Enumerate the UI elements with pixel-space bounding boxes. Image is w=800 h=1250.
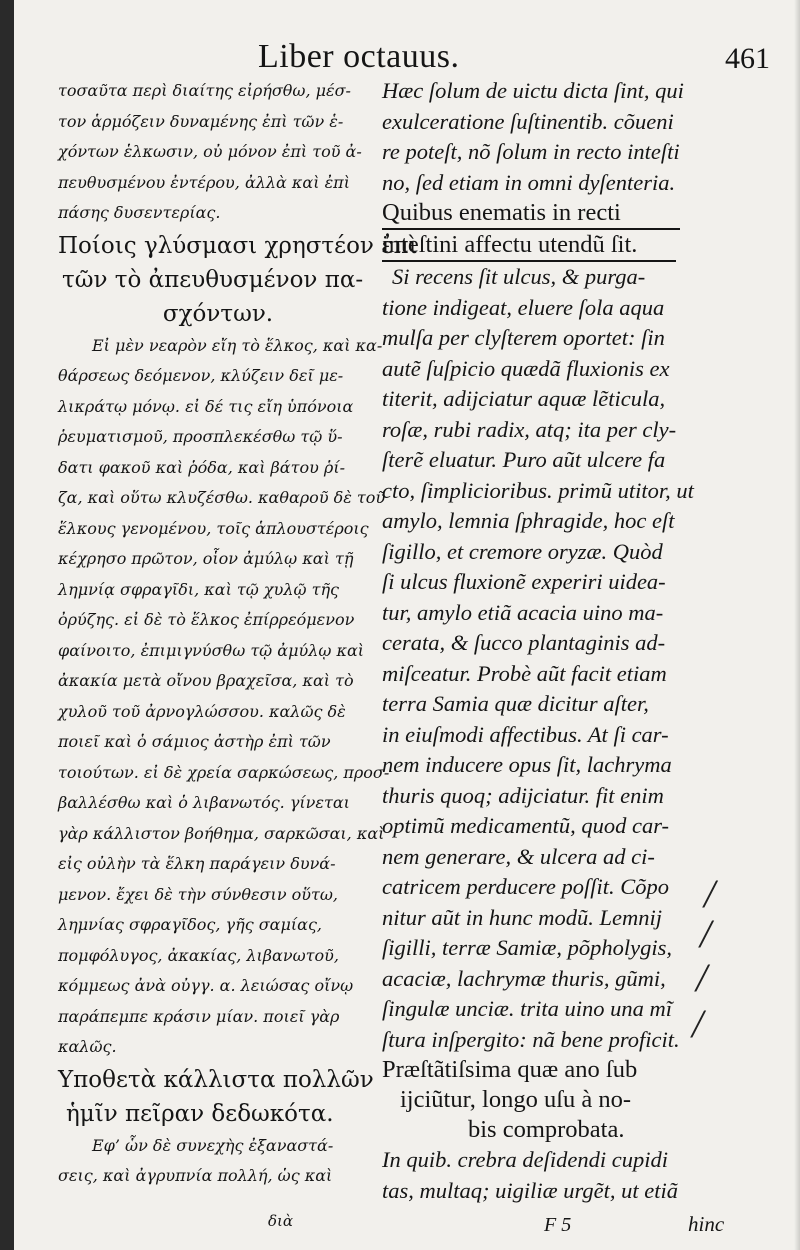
text-line: roſæ, rubi radix, atq; ita per cly- (382, 416, 677, 442)
text-line: no, ſed etiam in omni dyſenteria. (382, 169, 676, 195)
text-line: καλῶς. (58, 1037, 117, 1056)
latin-paragraph-3 (382, 1145, 792, 1206)
text-line: ῥευματισμοῦ, προσπλεκέσθω τῷ ὕ- (58, 427, 343, 446)
text-line: βαλλέσθω καὶ ὁ λιβανωτός. γίνεται (58, 793, 350, 812)
greek-catchword: διὰ (268, 1212, 294, 1230)
text-line: exulceratione ſuſtinentib. cõueni (382, 108, 674, 134)
running-head: Liber octauus. (258, 38, 460, 75)
heading-line: ijciũtur, longo uſu à no- (400, 1086, 632, 1113)
text-line: ποιεῖ καὶ ὁ σάμιος ἀστὴρ ἐπὶ τῶν (58, 732, 331, 751)
text-line: nem inducere opus ſit, lachryma (382, 752, 672, 777)
heading-line-underlined: Quibus enematis in recti (382, 198, 680, 230)
text-line: ἕλκους γενομένου, τοῖς ἁπλουστέροις (58, 518, 369, 538)
text-line: titerit, adijciatur aquæ lẽticula, (382, 386, 666, 411)
latin-heading-1 (382, 198, 792, 262)
text-line: nem generare, & ulcera ad ci- (382, 843, 655, 869)
text-line: χυλοῦ τοῦ ἀρνογλώσσου. καλῶς δὲ (58, 701, 346, 721)
text-line: πομφόλυγος, ἀκακίας, λιβανωτοῦ, (58, 945, 339, 965)
page-edge-shadow (794, 0, 800, 1250)
margin-ink-marks: / / / / (692, 871, 716, 1046)
page-number: 461 (725, 42, 770, 75)
text-line: In quib. crebra deſidendi cupidi (382, 1147, 668, 1172)
heading-line: Ποίοις γλύσμασι χρηστέον ἐπὶ (58, 232, 418, 259)
text-line: λικράτῳ μόνῳ. εἰ δέ τις εἴη ὑπόνοια (58, 396, 354, 416)
text-line: χόντων ἑλκωσιν, οὐ μόνον ἐπὶ τοῦ ἀ- (58, 142, 362, 161)
text-line: ſi ulcus fluxionẽ experiri uidea- (382, 569, 666, 594)
text-line: acaciæ, lachrymæ thuris, gũmi, (382, 965, 666, 991)
text-line: mulſa per clyſterem oportet: ſin (382, 325, 665, 350)
text-line: Si recens ſit ulcus, & purga- (392, 264, 646, 289)
text-line: thuris quoq; adijciatur. fit enim (382, 782, 664, 808)
greek-paragraph-3 (58, 1131, 378, 1192)
text-line: πάσης δυσεντερίας. (58, 203, 221, 222)
text-line: μενον. ἔχει δὲ τὴν σύνθεσιν οὕτω, (58, 884, 338, 904)
text-line: catricem perducere poſſit. Cõpo (382, 874, 670, 899)
latin-paragraph-1 (382, 76, 792, 198)
greek-paragraph-1 (58, 76, 378, 229)
text-line: in eiuſmodi affectibus. At ſi car- (382, 721, 669, 747)
greek-heading-2 (58, 1063, 378, 1131)
text-line: τοσαῦτα περὶ διαίτης εἰρήσθω, μέσ- (58, 81, 351, 100)
heading-line: bis comprobata. (468, 1116, 625, 1143)
text-line: ſtura inſpergito: nã bene proficit. (382, 1026, 680, 1052)
latin-catchword: hinc (688, 1212, 725, 1236)
text-line: φαίνοιτο, ἐπιμιγνύσθω τῷ ἀμύλῳ καὶ (58, 640, 365, 660)
heading-line: ἡμῖν πεῖραν δεδωκότα. (66, 1100, 334, 1127)
greek-column (58, 76, 418, 1192)
text-line: δατι φακοῦ καὶ ῥόδα, καὶ βάτου ῥί- (58, 457, 345, 477)
text-line: σεις, καὶ ἀγρυπνία πολλή, ὡς καὶ (58, 1166, 333, 1185)
text-line: γὰρ κάλλιστον βοήθημα, σαρκῶσαι, καὶ (58, 823, 385, 843)
text-line: ſigilli, terræ Samiæ, põpholygis, (382, 935, 673, 960)
text-line: κέχρησο πρῶτον, οἷον ἀμύλῳ καὶ τῇ (58, 549, 354, 568)
text-line: terra Samia quæ dicitur aſter, (382, 691, 649, 716)
text-line: tas, multaq; uigiliæ urgẽt, ut etiã (382, 1177, 679, 1203)
heading-line: Præſtãtiſsima quæ ano ſub (382, 1056, 638, 1083)
greek-paragraph-2 (58, 331, 390, 1063)
text-line: Εἰ μὲν νεαρὸν εἴη τὸ ἕλκος, καὶ κα- (92, 335, 383, 355)
latin-heading-2 (382, 1055, 792, 1145)
text-line: tione indigeat, eluere ſola aqua (382, 294, 665, 320)
text-line: Hæc ſolum de uictu dicta ſint, qui (382, 78, 684, 103)
text-line: τοιούτων. εἰ δὲ χρεία σαρκώσεως, προσ- (58, 762, 390, 782)
text-line: θάρσεως δεόμενον, κλύζειν δεῖ με- (58, 366, 344, 385)
text-line: λημνίας σφραγῖδος, γῆς σαμίας, (58, 915, 322, 934)
signature-mark: F 5 (544, 1214, 572, 1236)
text-line: cerata, & ſucco plantaginis ad- (382, 630, 666, 655)
text-line: ſigillo, et cremore oryzæ. Quòd (382, 538, 663, 564)
text-line: amylo, lemnia ſphragide, hoc eſt (382, 508, 675, 533)
text-line: κόμμεως ἀνὰ οὐγγ. α. λειώσας οἴνῳ (58, 976, 354, 995)
text-line: optimũ medicamentũ, quod car- (382, 813, 669, 838)
text-line: cto, ſimplicioribus. primũ utitor, ut (382, 477, 694, 503)
text-line: autẽ ſuſpicio quædã fluxionis ex (382, 355, 670, 381)
heading-line-underlined: inteſtini affectu utendũ ſit. (382, 230, 676, 262)
text-line: πευθυσμένου ἐντέρου, ἀλλὰ καὶ ἐπὶ (58, 172, 350, 192)
text-line: ſingulæ unciæ. trita uino una mĩ (382, 996, 673, 1021)
text-line: τον ἁρμόζειν δυναμένης ἐπὶ τῶν ἑ- (58, 111, 344, 131)
text-line: ζα, καὶ οὕτω κλυζέσθω. καθαροῦ δὲ τοῦ (58, 488, 386, 507)
heading-line: σχόντων. (162, 300, 274, 327)
text-line: παράπεμπε κράσιν μίαν. ποιεῖ γὰρ (58, 1006, 340, 1026)
greek-heading-1 (58, 229, 418, 331)
text-line: ἀκακία μετὰ οἴνου βραχεῖσα, καὶ τὸ (58, 671, 354, 690)
text-line: Εφ’ ὧν δὲ συνεχὴς ἐξαναστά- (92, 1135, 334, 1155)
heading-line: τῶν τὸ ἀπευθυσμένον πα- (62, 266, 364, 293)
text-line: ſterẽ eluatur. Puro aũt ulcere fa (382, 447, 666, 472)
heading-line: Υποθετὰ κάλλιστα πολλῶν (58, 1066, 374, 1093)
text-line: re poteſt, nõ ſolum in recto inteſti (382, 139, 680, 164)
text-line: εἰς οὐλὴν τὰ ἕλκη παράγειν δυνά- (58, 854, 336, 873)
text-line: ὀρύζης. εἰ δὲ τὸ ἕλκος ἐπίρρεόμενον (58, 610, 355, 629)
text-line: λημνίᾳ σφραγῖδι, καὶ τῷ χυλῷ τῆς (58, 579, 339, 599)
text-line: tur, amylo etiã acacia uino ma- (382, 599, 664, 625)
text-line: miſceatur. Probè aũt facit etiam (382, 660, 667, 686)
text-line: nitur aũt in hunc modũ. Lemnij (382, 904, 662, 930)
book-page (14, 0, 800, 1250)
